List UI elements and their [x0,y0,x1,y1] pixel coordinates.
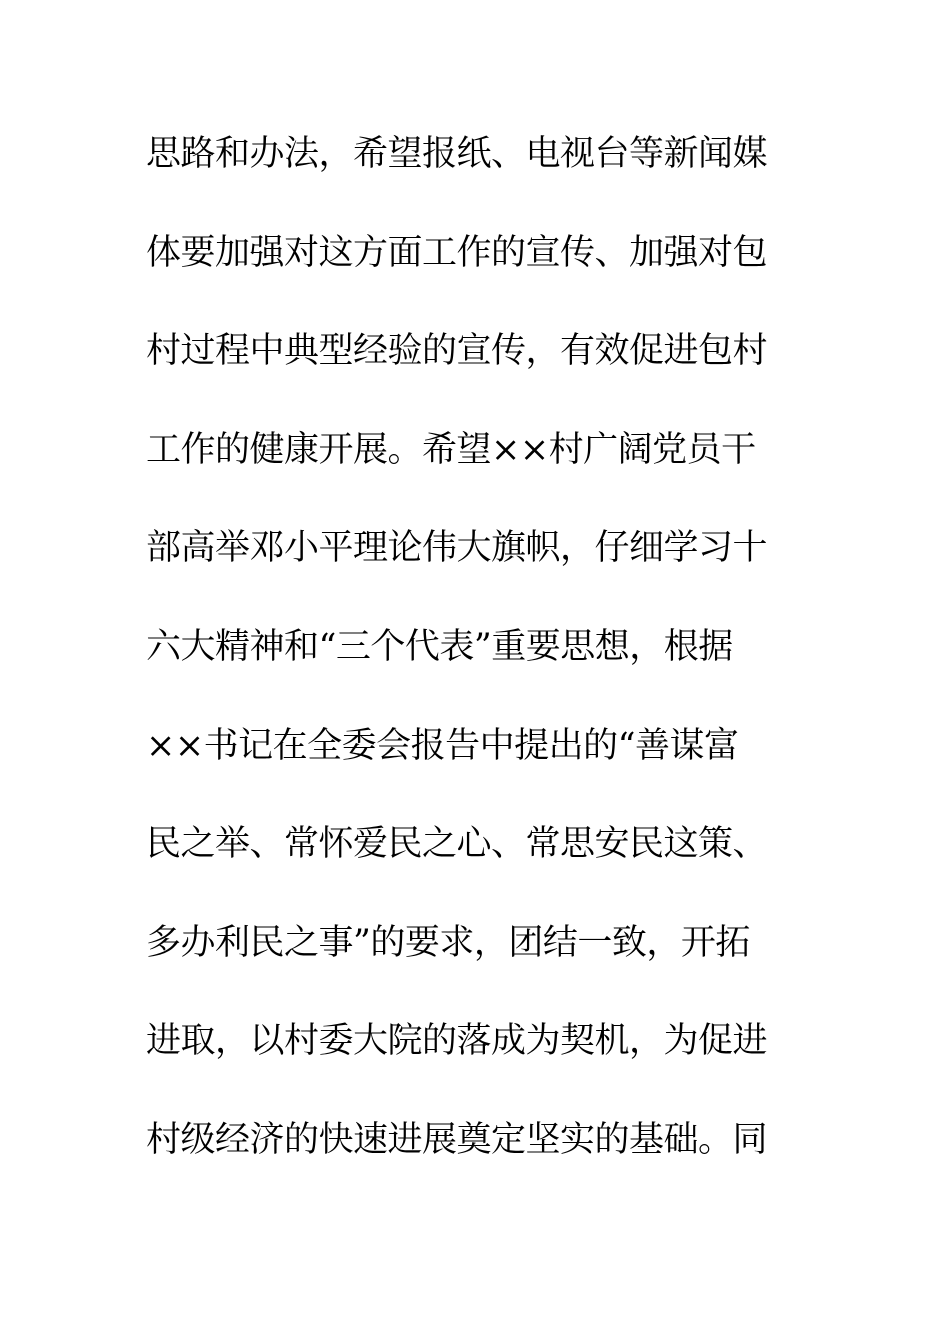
body-text [146,124,786,1209]
text-line: 多办利民之事”的要求，团结一致，开拓 [146,922,750,963]
text-line: 民之举、常怀爱民之心、常思安民这策、 [146,824,768,865]
text-line: 部高举邓小平理论伟大旗帜，仔细学习十 [146,528,768,569]
text-line: 村级经济的快速进展奠定坚实的基础。同 [146,1119,768,1160]
text-line: ××书记在全委会报告中提出的“善谋富 [146,725,739,766]
text-line: 村过程中典型经验的宣传，有效促进包村 [146,331,768,372]
text-line: 工作的健康开展。希望××村广阔党员干 [146,429,756,470]
text-line: 进取，以村委大院的落成为契机，为促进 [146,1021,768,1062]
text-line: 思路和办法，希望报纸、电视台等新闻媒 [146,134,768,174]
text-line: 体要加强对这方面工作的宣传、加强对包 [146,232,768,273]
text-line: 六大精神和“三个代表”重要思想，根据 [146,626,733,667]
